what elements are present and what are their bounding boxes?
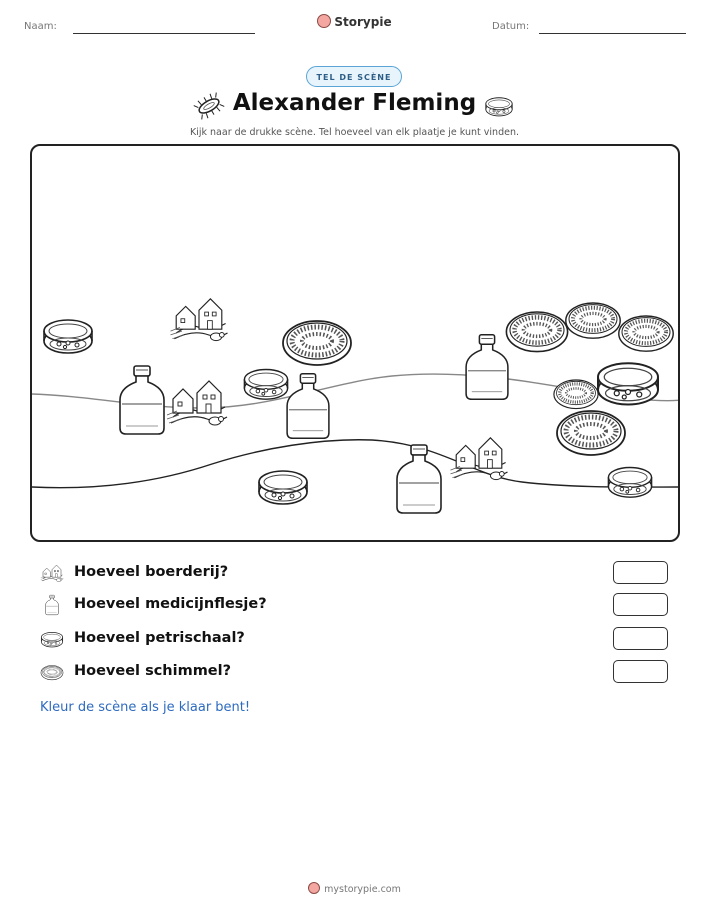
brand-name: Storypie: [334, 15, 392, 29]
question-text: Hoeveel medicijnflesje?: [74, 596, 267, 612]
pig-icon: [317, 14, 331, 28]
question-row: [40, 593, 670, 617]
petri-dish: [598, 363, 658, 404]
medicine-bottle-icon: [40, 594, 64, 616]
brand-logo: [0, 14, 709, 29]
pig-icon: [308, 882, 320, 894]
footer-url: mystorypie.com: [324, 884, 401, 895]
date-label: Datum:: [492, 21, 530, 32]
farm: [167, 381, 227, 425]
date-line[interactable]: [539, 33, 686, 34]
activity-badge: TEL DE SCÈNE: [306, 66, 402, 87]
medicine-bottle: [466, 335, 508, 400]
petri-dish: [44, 320, 92, 353]
question-row: [40, 627, 670, 651]
page-title: Alexander Fleming: [232, 90, 477, 116]
medicine-bottle: [397, 445, 441, 513]
farm: [171, 299, 228, 341]
answer-box[interactable]: [613, 627, 668, 650]
scene-frame: [30, 144, 680, 542]
petri-dish: [608, 468, 651, 498]
scene-illustration: [32, 146, 680, 542]
mold-dish: [619, 316, 673, 351]
page-subtitle: Kijk naar de drukke scène. Tel hoeveel van elk plaatje je kunt vinden.: [190, 127, 519, 138]
name-label: Naam:: [24, 21, 57, 32]
farm: [451, 438, 508, 480]
farm-icon: [40, 562, 64, 584]
mold-dish-icon: [40, 661, 64, 683]
petri-dish: [244, 370, 287, 400]
mold-dish: [557, 411, 625, 455]
mold-dish: [566, 303, 620, 338]
mold-dish: [283, 321, 351, 365]
color-instruction: Kleur de scène als je klaar bent!: [40, 700, 251, 715]
answer-box[interactable]: [613, 593, 668, 616]
medicine-bottle: [120, 366, 164, 434]
name-line[interactable]: [73, 33, 255, 34]
petri-dish: [259, 471, 307, 504]
question-text: Hoeveel boerderij?: [74, 564, 229, 580]
mold-dish: [554, 380, 598, 409]
medicine-bottle: [287, 374, 329, 439]
footer: [0, 882, 709, 895]
question-row: [40, 561, 670, 585]
mold-dish: [506, 312, 567, 352]
question-text: Hoeveel petrischaal?: [74, 630, 245, 646]
answer-box[interactable]: [613, 660, 668, 683]
answer-box[interactable]: [613, 561, 668, 584]
petri-dish-icon: [40, 628, 64, 650]
question-row: [40, 660, 670, 684]
petri-dish-title-icon: [484, 94, 514, 118]
question-text: Hoeveel schimmel?: [74, 663, 232, 679]
